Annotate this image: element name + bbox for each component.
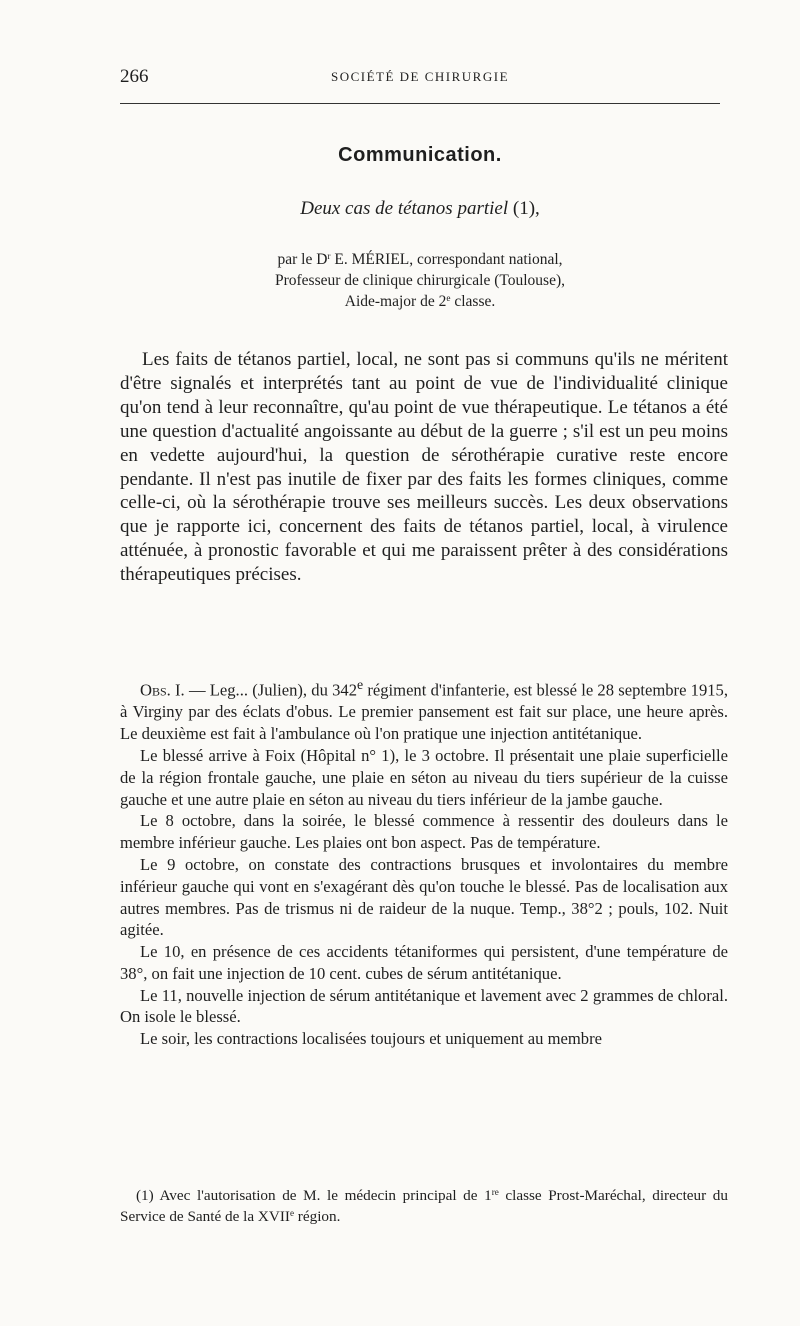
footnote-sup-2: e (289, 1207, 294, 1218)
article-title-text: Deux cas de tétanos partiel (300, 198, 509, 219)
byline-affiliation: Professeur de clinique chirurgicale (Toulouse), (274, 272, 566, 289)
header-rule (120, 103, 720, 104)
byline-rank-prefix: Aide-major de 2 (344, 293, 447, 310)
observation-paragraph-7: Le soir, les contractions localisées toujours et uniquement au membre (140, 1029, 602, 1049)
byline-rank (120, 291, 720, 312)
observation-p1-rest: régiment d'infanterie, est blessé le 28 septembre 1915, à Virginy par des éclats d'obus. Le premier pansement est fait sur place, une heure après. Le deuxième est fait à l'ambulance où l'on pratique une injection antitétanique. (120, 680, 728, 744)
observation-p1-sup: e (357, 677, 364, 692)
byline (120, 249, 720, 312)
observation-block (120, 674, 728, 1050)
observation-paragraph-5: Le 10, en présence de ces accidents tétaniformes qui persistent, d'une température de 38°, on fait une injection de 10 cent. cubes de sérum antitétanique. (120, 942, 728, 983)
running-head: SOCIÉTÉ DE CHIRURGIE (330, 69, 510, 84)
footnote-sup-1: re (491, 1186, 499, 1197)
observation-paragraph-3: Le 8 octobre, dans la soirée, le blessé commence à ressentir des douleurs dans le membre inférieur gauche. Les plaies ont bon aspect. Pas de température. (120, 811, 728, 853)
page-header (120, 66, 720, 90)
intro-paragraph: Les faits de tétanos partiel, local, ne sont pas si communs qu'ils ne méritent d'être signalés et interprétés tant au point de vue de l'individualité clinique qu'on tend à leur reconnaître, qu'au point de vue thérapeutique. Le tétanos a été une question d'actualité angoissante au début de la guerre ; s'il est un peu moins en vedette aujourd'hui, la question de sérothérapie curative reste encore pendante. Il n'est pas inutile de fixer par des faits les formes cliniques, comme celle-ci, où la sérothérapie trouve ses meilleurs succès. Les deux observations que je rapporte ici, concernent des faits de tétanos partiel, local, à virulence atténuée, à pronostic favorable et qui me paraissent prêter à des considérations thérapeutiques précises. (120, 349, 728, 586)
observation-paragraph-2: Le blessé arrive à Foix (Hôpital n° 1), le 3 octobre. Il présentait une plaie superficielle de la région frontale gauche, une plaie en séton au niveau du tiers supérieur de la cuisse gauche et une autre plaie en séton au niveau du tiers inférieur de la jambe gauche. (120, 745, 728, 809)
footnote (120, 1185, 728, 1227)
byline-author-rest: E. MÉRIEL, correspondant national, (330, 251, 563, 268)
observation-p1-start: — Leg... (Julien), du 342 (184, 680, 357, 700)
footnote-text-end: région. (294, 1208, 341, 1225)
article-title (120, 198, 720, 220)
byline-rank-rest: classe. (450, 293, 496, 310)
byline-author-prefix: par le D (277, 251, 328, 268)
observation-label: Obs. I. (140, 680, 185, 700)
observation-paragraph-4: Le 9 octobre, on constate des contractions brusques et involontaires du membre inférieur gauche qui vont en s'exagérant dès qu'on touche le blessé. Pas de localisation aux autres membres. Pas de trismus ni de raideur de la nuque. Temp., 38°2 ; pouls, 102. Nuit agitée. (120, 854, 728, 940)
section-title: Communication. (338, 144, 502, 166)
footnote-reference: (1), (512, 198, 540, 219)
observation-paragraph-6: Le 11, nouvelle injection de sérum antitétanique et lavement avec 2 grammes de chloral. On isole le blessé. (120, 985, 728, 1027)
footnote-text-start: (1) Avec l'autorisation de M. le médecin principal de 1 (136, 1187, 492, 1204)
footnote-text-middle: classe Prost-Maréchal, directeur du Service de Santé de la XVII (120, 1187, 728, 1225)
byline-author (120, 249, 720, 270)
byline-rank-sup: e (446, 293, 451, 304)
page-number: 266 (120, 66, 149, 87)
byline-author-sup: r (327, 251, 331, 262)
observation-paragraph-1 (120, 674, 728, 745)
